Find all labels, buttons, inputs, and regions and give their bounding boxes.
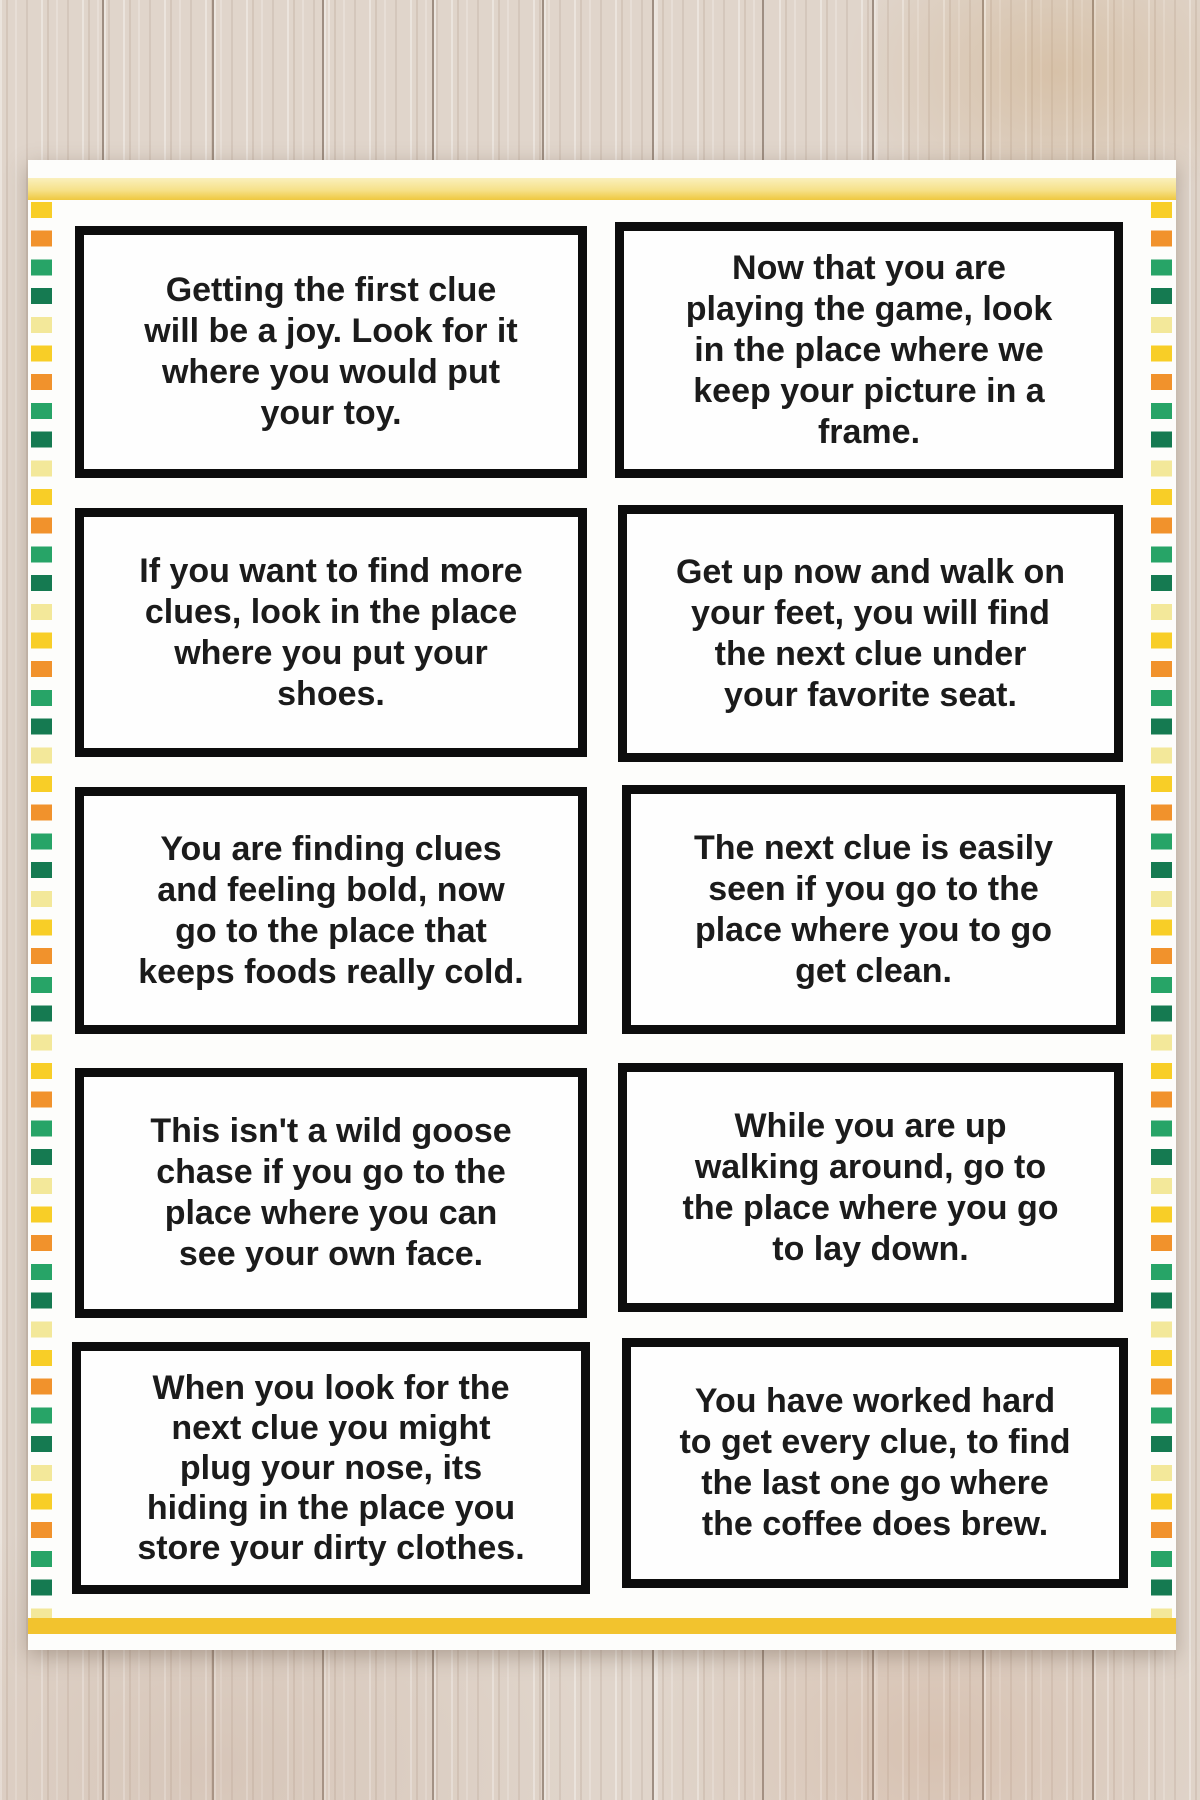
clue-line: You are finding clues [160, 829, 502, 868]
clue-line: will be a joy. Look for it [144, 312, 518, 350]
clue-line: seen if you go to the [708, 869, 1039, 908]
clue-line: If you want to find more [139, 551, 523, 590]
clue-line: place where you can [164, 1194, 498, 1232]
clue-line: Get up now and walk on [675, 552, 1066, 591]
clue-card-3 [75, 508, 587, 757]
clue-sheet [28, 160, 1176, 1650]
clue-card-6 [622, 785, 1125, 1034]
clue-line: the last one go where [701, 1464, 1049, 1502]
clue-line: to get every clue, to find [679, 1423, 1071, 1461]
top-yellow-band [28, 178, 1176, 200]
clue-card-8 [618, 1063, 1123, 1312]
clue-line: keep your picture in a [693, 371, 1045, 410]
clue-line: This isn't a wild goose [150, 1112, 512, 1150]
clue-line: to lay down. [772, 1229, 969, 1268]
clue-line: your feet, you will find [691, 593, 1050, 632]
clue-card-9 [72, 1342, 590, 1594]
clue-line: go to the place that [175, 911, 487, 950]
clue-line: The next clue is easily [693, 828, 1054, 867]
clue-line: walking around, go to [694, 1147, 1047, 1186]
clue-line: where you would put [161, 353, 501, 391]
clue-card-10 [622, 1338, 1128, 1588]
clue-line: place where you to go [694, 910, 1053, 949]
right-stripe-border [1151, 202, 1172, 1618]
clue-line: shoes. [277, 674, 385, 713]
clue-card-2 [615, 222, 1123, 478]
clue-line: While you are up [734, 1106, 1007, 1145]
clue-line: keeps foods really cold. [138, 952, 524, 991]
clue-line: get clean. [795, 951, 952, 990]
clue-line: next clue you might [171, 1409, 491, 1447]
clue-card-7 [75, 1068, 587, 1318]
clue-line: When you look for the [152, 1369, 510, 1407]
clue-line: playing the game, look [685, 289, 1053, 328]
left-stripe-border [31, 202, 52, 1618]
clue-line: chase if you go to the [156, 1153, 506, 1191]
clue-line: the place where you go [682, 1188, 1059, 1227]
clue-line: your toy. [260, 394, 402, 432]
bottom-gold-band [28, 1618, 1176, 1634]
clue-line: Getting the first clue [165, 271, 497, 309]
clue-line: Now that you are [732, 248, 1006, 287]
clue-line: You have worked hard [694, 1382, 1056, 1420]
clue-line: your favorite seat. [724, 675, 1017, 714]
clue-line: where you put your [174, 633, 488, 672]
clue-card-5 [75, 787, 587, 1034]
clue-line: and feeling bold, now [157, 870, 505, 909]
clue-line: in the place where we [694, 330, 1044, 369]
clue-line: plug your nose, its [179, 1449, 483, 1487]
clue-line: the next clue under [714, 634, 1027, 673]
clue-card-4 [618, 505, 1123, 762]
clue-line: frame. [817, 412, 921, 451]
clue-line: clues, look in the place [144, 592, 518, 631]
clue-card-1 [75, 226, 587, 478]
clue-line: hiding in the place you [146, 1489, 516, 1527]
clue-line: see your own face. [178, 1235, 484, 1273]
clue-line: the coffee does brew. [701, 1505, 1049, 1543]
clue-line: store your dirty clothes. [137, 1529, 525, 1567]
